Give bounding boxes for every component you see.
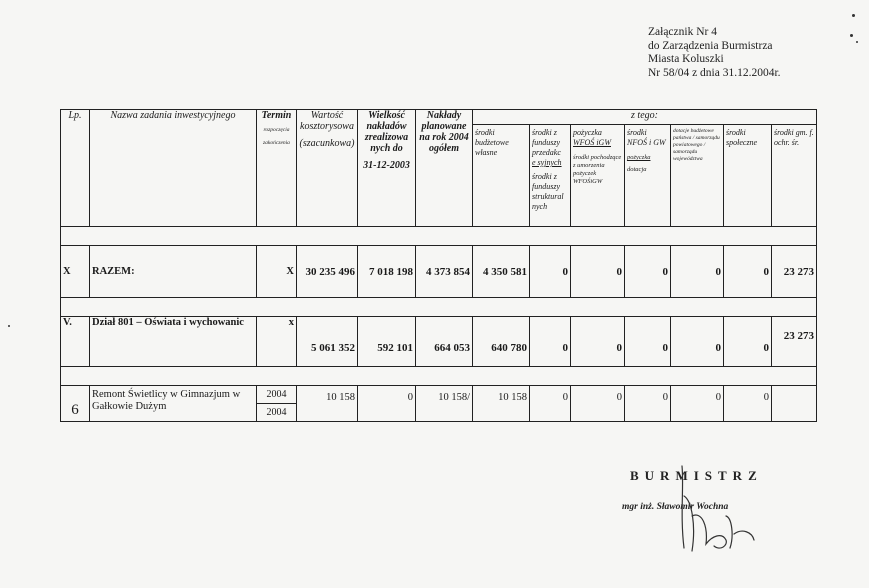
c2-label-b: e syjnych — [532, 158, 562, 167]
spacer-row — [61, 367, 817, 386]
cell-lp: V. — [61, 317, 90, 367]
scan-speck — [856, 41, 858, 43]
header-lp: Lp. — [61, 110, 90, 227]
wartosc-sub-label: (szacunkowa) — [299, 138, 355, 149]
c2-label-a: środki z funduszy przedakc — [532, 128, 561, 157]
cell-nazwa: RAZEM: — [90, 246, 257, 298]
cell-c5: 0 — [671, 317, 724, 367]
header-nazwa: Nazwa zadania inwestycyjnego — [90, 110, 257, 227]
c3-label-b: WFOŚ iGW — [573, 138, 611, 147]
c5-label: dotacje budżetowe państwa / samorządu powiatowego / samorządu województwa — [673, 128, 720, 162]
header-line-1: Załącznik Nr 4 — [648, 26, 717, 38]
signature-block — [612, 468, 822, 558]
scan-speck — [850, 34, 853, 37]
cell-termin: X — [257, 246, 297, 298]
cell-c6: 0 — [724, 386, 772, 422]
header-c1: środki budżetowe własne — [473, 125, 530, 227]
header-line-2: do Zarządzenia Burmistrza — [648, 39, 773, 52]
termin-start: 2004 — [257, 386, 296, 404]
table-row-dzial — [61, 317, 817, 367]
cell-termin — [257, 386, 297, 422]
cell-c6: 0 — [724, 317, 772, 367]
cell-c3: 0 — [571, 386, 625, 422]
cell-lp: 6 — [61, 386, 90, 422]
header-c4 — [625, 125, 671, 227]
document-header — [648, 26, 858, 80]
cell-c3: 0 — [571, 246, 625, 298]
cell-c5: 0 — [671, 386, 724, 422]
cell-c2: 0 — [530, 317, 571, 367]
cell-c7: 23 273 — [772, 246, 817, 298]
header-line-4: Nr 58/04 z dnia 31.12.2004r. — [648, 66, 781, 79]
cell-termin: x — [257, 317, 297, 367]
cell-nazwa: Dział 801 – Oświata i wychowanic — [90, 317, 257, 367]
header-z-tego: z tego: — [473, 110, 817, 125]
cell-c5: 0 — [671, 246, 724, 298]
c2-label-c: środki z funduszy struktural nych — [532, 172, 564, 211]
spacer-cell — [61, 227, 817, 246]
cell-wielkosc: 592 101 — [358, 317, 416, 367]
scan-speck — [852, 14, 855, 17]
signature-name: mgr inż. Sławomir Wochna — [622, 502, 729, 512]
cell-c4: 0 — [625, 386, 671, 422]
c3-label-c: środki pochodzące z umorzenia pożyczek WFOŚiGW — [573, 154, 622, 185]
header-termin — [257, 110, 297, 227]
table-row-razem — [61, 246, 817, 298]
cell-wartosc: 30 235 496 — [297, 246, 358, 298]
cell-c2: 0 — [530, 386, 571, 422]
header-c7: środki gm. f. ochr. śr. — [772, 125, 817, 227]
spacer-cell — [61, 298, 817, 317]
spacer-row — [61, 227, 817, 246]
cell-nazwa: Remont Świetlicy w Gimnazjum w Gałkowie Dużym — [90, 386, 257, 422]
c4-label-c: dotacja — [627, 166, 647, 173]
table-row-item — [61, 386, 817, 422]
termin-end: 2004 — [266, 407, 287, 418]
termin-label: Termin — [261, 110, 292, 121]
c4-label-a: środki NFOŚ i GW — [627, 128, 666, 147]
wielkosc-label: Wielkość nakładów zrealizowa nych do — [364, 110, 409, 154]
cell-wartosc: 5 061 352 — [297, 317, 358, 367]
wartosc-label: Wartość kosztorysowa — [300, 110, 354, 132]
header-c5 — [671, 125, 724, 227]
investment-table — [60, 109, 817, 422]
header-naklady: Nakłady planowane na rok 2004 ogółem — [416, 110, 473, 227]
cell-c1: 10 158 — [473, 386, 530, 422]
header-line-3: Miasta Koluszki — [648, 53, 724, 65]
termin-start-label: rozpoczęcia — [263, 127, 290, 133]
scan-speck — [8, 325, 10, 327]
cell-c7: 23 273 — [772, 317, 817, 367]
c3-label-a: pożyczka — [573, 128, 602, 137]
cell-lp: X — [61, 246, 90, 298]
cell-naklady: 4 373 854 — [416, 246, 473, 298]
cell-c4: 0 — [625, 317, 671, 367]
wielkosc-date: 31-12-2003 — [363, 160, 410, 171]
spacer-row — [61, 298, 817, 317]
cell-c6: 0 — [724, 246, 772, 298]
cell-c2: 0 — [530, 246, 571, 298]
spacer-cell — [61, 367, 817, 386]
cell-c7 — [772, 386, 817, 422]
cell-naklady: 664 053 — [416, 317, 473, 367]
header-wartosc — [297, 110, 358, 227]
cell-wielkosc: 0 — [358, 386, 416, 422]
cell-c3: 0 — [571, 317, 625, 367]
header-row — [61, 110, 817, 125]
handwritten-signature-icon — [662, 456, 782, 556]
termin-end-label: zakończenia — [263, 140, 290, 146]
cell-naklady: 10 158/ — [416, 386, 473, 422]
cell-c1: 4 350 581 — [473, 246, 530, 298]
cell-wielkosc: 7 018 198 — [358, 246, 416, 298]
header-c2 — [530, 125, 571, 227]
signature-title: BURMISTRZ — [630, 468, 763, 483]
header-wielkosc — [358, 110, 416, 227]
c4-label-b: pożyczka — [627, 154, 651, 161]
cell-wartosc: 10 158 — [297, 386, 358, 422]
cell-c1: 640 780 — [473, 317, 530, 367]
cell-c4: 0 — [625, 246, 671, 298]
header-c6: środki społeczne — [724, 125, 772, 227]
header-c3 — [571, 125, 625, 227]
